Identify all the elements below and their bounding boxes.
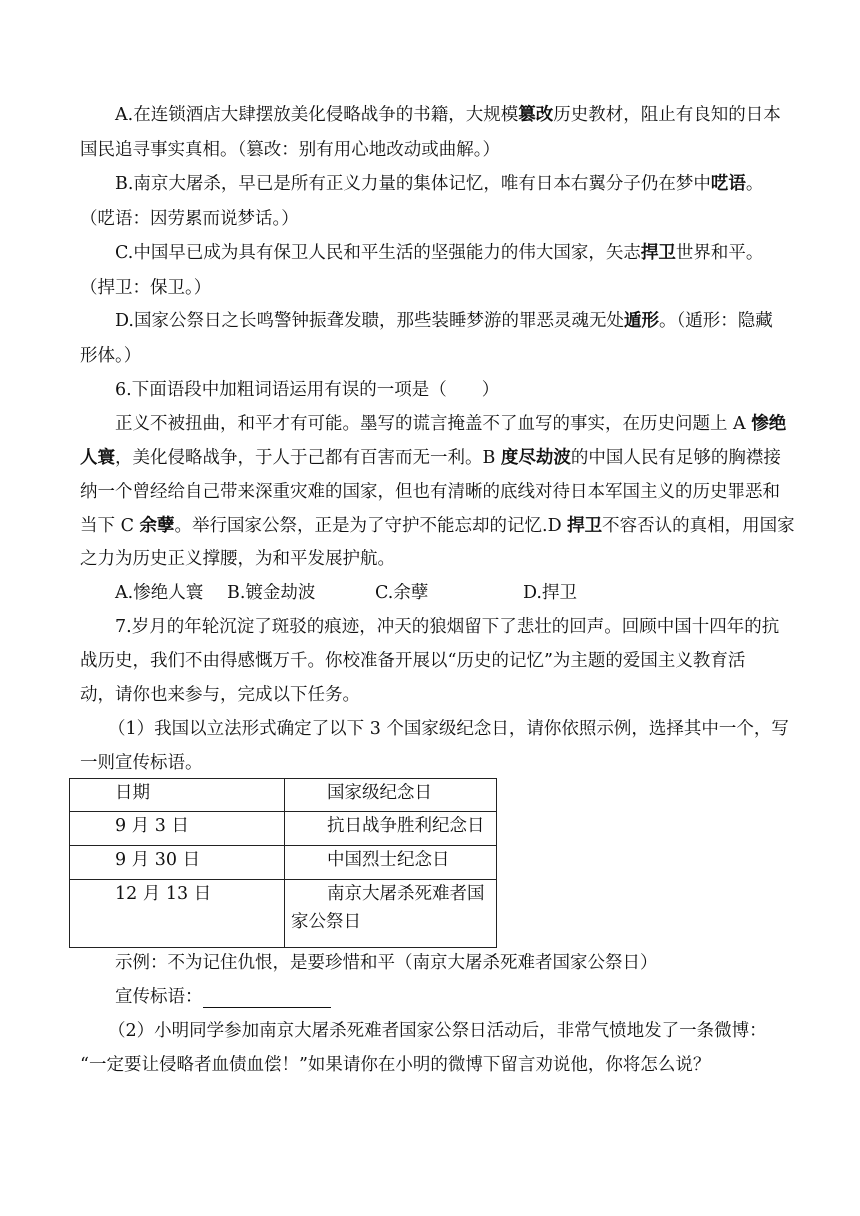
bold-term: 遁形 [623, 311, 659, 331]
q7-example: 示例：不为记住仇恨，是要珍惜和平（南京大屠杀死难者国家公祭日） [115, 953, 658, 973]
q7-sub1-line2: 一则宣传标语。 [80, 753, 203, 773]
bold-term: 余孽 [139, 516, 175, 536]
slogan-label: 宣传标语： [115, 987, 203, 1007]
text: 。 [745, 174, 764, 194]
table-cell-memorial-line2: 家公祭日 [291, 912, 361, 932]
bold-term: 度尽劫波 [500, 448, 571, 468]
text: C.中国早已成为具有保卫人民和平生活的坚强能力的伟大国家，矢志 [115, 243, 641, 263]
table-row [70, 846, 497, 880]
slogan-answer-blank[interactable] [203, 991, 331, 1008]
bold-term: 捍卫 [567, 516, 603, 536]
text: A.在连锁酒店大肆摆放美化侵略战争的书籍，大规模 [115, 105, 519, 125]
option-d-line1 [115, 310, 815, 332]
bold-term: 篡改 [518, 105, 554, 125]
text: ，美化侵略战争，于人于己都有百害而无一利。B [115, 448, 501, 468]
text: 正义不被扭曲，和平才有可能。墨写的谎言掩盖不了血写的事实，在历史问题上 A [115, 414, 752, 434]
text: 世界和平。 [675, 243, 764, 263]
bold-term: 惨绝 [751, 414, 787, 434]
option-b-line2: （呓语：因劳累而说梦话。） [80, 209, 299, 229]
table-cell-date: 9 月 3 日 [115, 816, 189, 836]
table-header-row [70, 779, 497, 812]
q7-line2: 战历史，我们不由得感慨万千。你校准备开展以“历史的记忆”为主题的爱国主义教育活 [80, 651, 746, 671]
option-c-line2: （捍卫：保卫。） [80, 278, 212, 298]
bold-term: 捍卫 [640, 243, 676, 263]
table-cell-memorial-line1: 南京大屠杀死难者国 [327, 884, 485, 904]
q6-option-c: C.余孽 [375, 583, 429, 603]
question-6-stem: 6.下面语段中加粗词语运用有误的一项是（ ） [115, 380, 500, 400]
q7-sub1-line1: （1）我国以立法形式确定了以下 3 个国家级纪念日，请你依照示例，选择其中一个，写 [108, 719, 789, 739]
option-a-line1 [115, 104, 815, 126]
option-b-line1 [115, 173, 815, 195]
option-a-line2: 国民追寻事实真相。（篡改：别有用心地改动或曲解。） [80, 140, 500, 160]
q6-passage-line2 [80, 447, 780, 469]
text: 不容否认的真相，用国家 [602, 516, 795, 536]
table-row [70, 880, 497, 948]
text: 的中国人民有足够的胸襟接 [570, 448, 781, 468]
text: 当下 C [80, 516, 140, 536]
q6-passage-line3: 纳一个曾经给自己带来深重灾难的国家，但也有清晰的底线对待日本军国主义的历史罪恶和 [80, 482, 780, 502]
q7-slogan-line [115, 986, 815, 1008]
text: B.南京大屠杀，早已是所有正义力量的集体记忆，唯有日本右翼分子仍在梦中 [115, 174, 711, 194]
q7-line1: 7.岁月的年轮沉淀了斑驳的痕迹，冲天的狼烟留下了悲壮的回声。回顾中国十四年的抗 [115, 617, 780, 637]
q6-passage-line5: 之力为历史正义撑腰，为和平发展护航。 [80, 549, 395, 569]
bold-term: 呓语 [710, 174, 746, 194]
q6-option-b: B.镀金劫波 [227, 583, 316, 603]
q6-passage-line1 [115, 413, 815, 435]
table-cell-date: 12 月 13 日 [115, 884, 212, 904]
table-cell-memorial: 中国烈士纪念日 [327, 850, 450, 870]
q6-options [115, 582, 815, 604]
q7-sub2-line1: （2）小明同学参加南京大屠杀死难者国家公祭日活动后，非常气愤地发了一条微博： [108, 1021, 767, 1041]
q6-option-a: A.惨绝人寰 [115, 583, 204, 603]
q6-option-d: D.捍卫 [523, 583, 577, 603]
table-cell-memorial: 抗日战争胜利纪念日 [327, 816, 485, 836]
option-d-line2: 形体。） [80, 346, 142, 366]
table-row [70, 812, 497, 846]
memorial-days-table [69, 778, 497, 948]
option-c-line1 [115, 242, 815, 264]
table-header-date: 日期 [70, 779, 285, 812]
text: 历史教材，阻止有良知的日本 [553, 105, 781, 125]
text: D.国家公祭日之长鸣警钟振聋发聩，那些装睡梦游的罪恶灵魂无处 [115, 311, 624, 331]
text: 。举行国家公祭，正是为了守护不能忘却的记忆.D [174, 516, 568, 536]
table-header-memorial: 国家级纪念日 [285, 779, 497, 812]
bold-term: 人寰 [80, 448, 115, 468]
q7-sub2-line2: “一定要让侵略者血债血偿！”如果请你在小明的微博下留言劝说他，你将怎么说？ [80, 1055, 711, 1075]
text: 。（遁形：隐藏 [658, 311, 773, 331]
q6-passage-line4 [80, 515, 795, 537]
table-cell-date: 9 月 30 日 [115, 850, 201, 870]
q7-line3: 动，请你也来参与，完成以下任务。 [80, 685, 360, 705]
